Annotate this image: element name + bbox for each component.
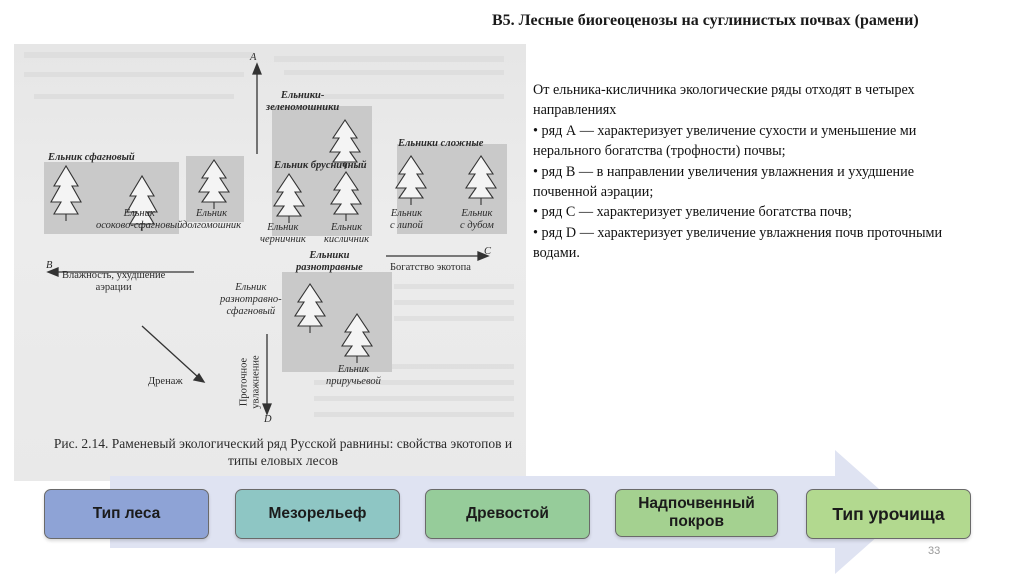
text-line: • ряд D — характеризует увеличение увлажнения почв проточными [533,224,943,241]
text-line: От ельника-кисличника экологические ряды отходят в четырех [533,82,915,98]
page-number: 33 [928,545,941,557]
mesorelief-box [235,489,400,539]
axis-b-label: В [46,260,53,271]
tree-stand-box [425,489,590,539]
ecotope-richness-label: Богатство экотопа [390,262,471,273]
axis-a-label: А [250,52,257,63]
axis-d-label: D [264,414,272,425]
tree-stand-label: Древостой [466,505,549,522]
tract-type-box [806,489,971,539]
text-line: • ряд В — в направлении увеличения увлажнения и ухудшение [533,163,914,180]
axis-c-label: С [484,246,492,257]
tract-type-label: Тип урочища [832,503,945,524]
text-line: нерального богатства (трофности) почвы; [533,143,786,160]
figure-caption: Рис. 2.14. Раменевый экологический ряд Русской равнины: свойства экотопов и типы еловых лесов [53,436,513,468]
wood-sorrel-label: Ельник кисличник [324,222,370,245]
complex-spruce-label: Ельники сложные [398,138,484,149]
streamside-label: Ельник приручьевой [326,364,381,387]
blueberry-label: Ельник черничник [260,222,306,245]
mesorelief-label: Мезорельеф [268,505,367,522]
scanned-figure [14,44,526,481]
ground-cover-label: Надпочвенный покров [638,495,755,530]
lingonberry-label: Ельник брусничный [274,160,367,171]
description-text [533,80,1013,264]
linden-label: Ельник с липой [390,208,423,231]
slide-title: В5. Лесные биогеоценозы на суглинистых почвах (рамени) [492,12,919,29]
ground-cover-box [615,489,778,537]
green-moss-label: Ельники- зеленомошники [266,90,340,113]
humidity-label: Влажность, ухудшение аэрации [62,270,166,293]
sphagnum-label: Ельник сфагновый [48,152,135,163]
text-line: • ряд А — характеризует увеличение сухости и уменьшение ми [533,122,917,139]
text-line: • ряд С — характеризует увеличение богатства почв; [533,204,852,221]
flow-moisture-label: Проточное увлажнение [238,355,262,409]
text-line: направлениях [533,102,617,119]
herb-sphagnum-label: Ельник разнотравно- сфагновый [220,282,282,317]
forest-type-box [44,489,209,539]
forest-type-label: Тип леса [92,505,161,522]
sedge-sphagnum-label: Ельник осоково-сфагновый [96,208,183,231]
text-line: почвенной аэрации; [533,184,654,201]
herb-spruce-label: Ельники разнотравные [296,250,363,273]
oak-label: Ельник с дубом [460,208,494,231]
long-moss-label: Ельник долгомошник [182,208,242,231]
text-line: водами. [533,245,580,262]
drainage-label: Дренаж [148,376,183,387]
